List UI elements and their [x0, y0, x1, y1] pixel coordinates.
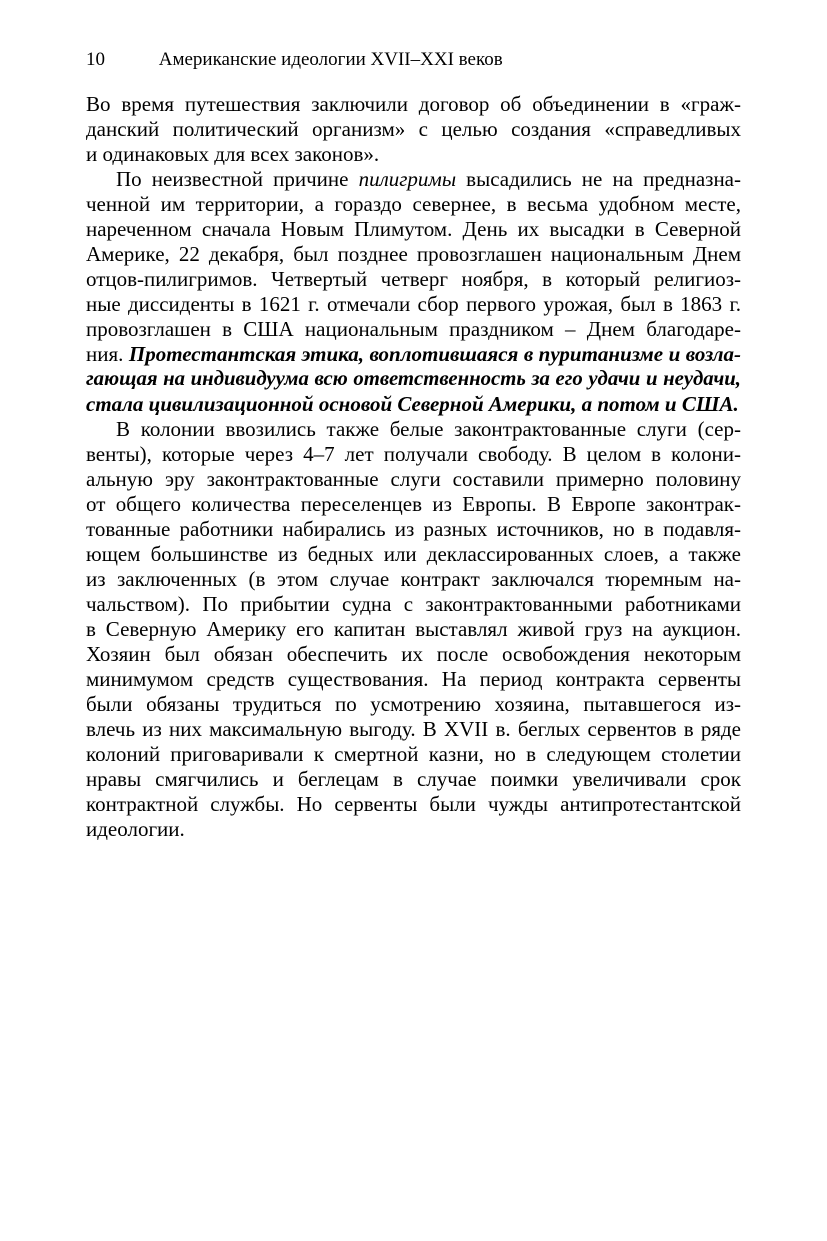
italic-term: пилигримы	[358, 167, 457, 191]
text-line: венты), которые через 4–7 лет получали свободу. В целом в колони-	[86, 442, 741, 466]
text-line: отцов-пилигримов. Четвертый четверг ноября, в который религиоз-	[86, 267, 741, 291]
text-run: ния.	[86, 342, 129, 366]
text-line: в Северную Америку его капитан выставлял живой груз на аукцион.	[86, 617, 741, 641]
text-line: альную эру законтрактованные слуги составили примерно половину	[86, 467, 741, 491]
text-line: В колонии ввозились также белые законтрактованные слуги (сер-	[116, 417, 741, 441]
bold-italic-emphasis: Протестантская этика, воплотившаяся в пуританизме и возла-	[128, 342, 742, 366]
bold-italic-emphasis: гающая на индивидуума всю ответственность за его удачи и неудачи,	[86, 368, 741, 390]
text-line: данский политический организм» с целью создания «справедливых	[86, 117, 741, 141]
running-title: Американские идеологии XVII–XXI веков	[158, 49, 503, 70]
text-line: провозглашен в США национальным праздником – Днем благодаре-	[86, 317, 741, 341]
text-line: Во время путешествия заключили договор об объединении в «граж-	[86, 92, 741, 116]
text-line: минимумом средств существования. На период контракта сервенты	[86, 667, 741, 691]
text-run: По неизвестной причине	[116, 167, 359, 191]
text-line: идеологии.	[86, 817, 185, 841]
text-line: влечь из них максимальную выгоду. В XVII в. беглых сервентов в ряде	[86, 717, 741, 741]
text-line: из заключенных (в этом случае контракт заключался тюремным на-	[86, 567, 741, 591]
page-header	[86, 48, 746, 76]
text-line	[86, 167, 741, 192]
text-line: ющем большинстве из бедных или деклассированных слоев, а также	[86, 542, 741, 566]
text-line: тованные работники набирались из разных источников, но в подавля-	[86, 517, 741, 541]
bold-italic-emphasis: стала цивилизационной основой Северной Америки, а потом и США.	[86, 392, 739, 416]
page-number: 10	[86, 49, 105, 70]
text-run: высадились не на предназна-	[456, 167, 741, 191]
text-line: контрактной службы. Но сервенты были чужды антипротестантской	[86, 792, 741, 816]
text-line: нареченном сначала Новым Плимутом. День их высадки в Северной	[86, 217, 741, 241]
text-line: чальством). По прибытии судна с законтрактованными работниками	[86, 592, 741, 616]
text-line: от общего количества переселенцев из Европы. В Европе законтрак-	[86, 492, 741, 516]
body-text	[86, 92, 741, 842]
text-line: были обязаны трудиться по усмотрению хозяина, пытавшегося из-	[86, 692, 741, 716]
text-line: и одинаковых для всех законов».	[86, 142, 380, 166]
text-line: Хозяин был обязан обеспечить их после освобождения некоторым	[86, 642, 741, 666]
text-line: ченной им территории, а гораздо севернее, в весьма удобном месте,	[86, 192, 741, 216]
text-line: ные диссиденты в 1621 г. отмечали сбор первого урожая, был в 1863 г.	[86, 292, 741, 316]
text-line: Америке, 22 декабря, был позднее провозглашен национальным Днем	[86, 242, 741, 266]
text-line: нравы смягчились и беглецам в случае поимки увеличивали срок	[86, 767, 741, 791]
text-line: колоний приговаривали к смертной казни, но в следующем столетии	[86, 742, 741, 766]
text-line	[86, 342, 741, 367]
